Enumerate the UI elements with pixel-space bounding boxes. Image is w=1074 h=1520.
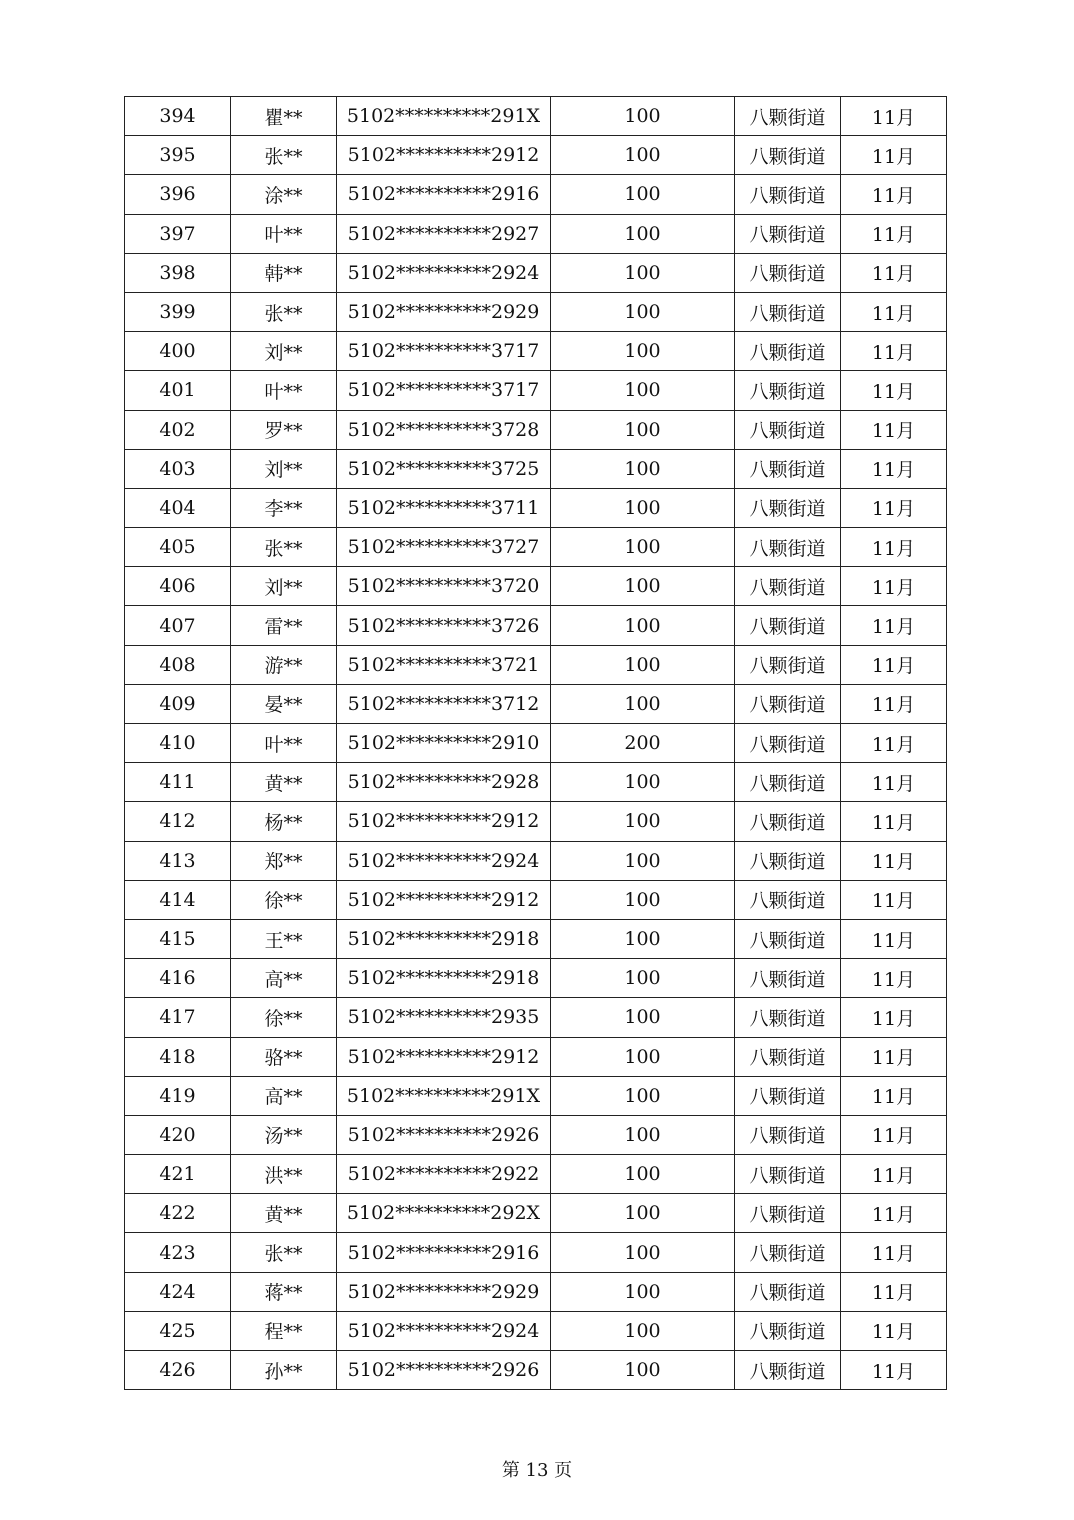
street-cell: 八颗街道 — [735, 684, 841, 723]
amount-cell: 100 — [551, 1115, 735, 1154]
row-number: 404 — [125, 488, 231, 527]
amount-cell: 100 — [551, 880, 735, 919]
name-cell: 徐** — [231, 880, 337, 919]
amount-cell: 100 — [551, 1076, 735, 1115]
id-number-cell: 5102**********3717 — [337, 332, 551, 371]
street-cell: 八颗街道 — [735, 1115, 841, 1154]
id-number-cell: 5102**********2927 — [337, 214, 551, 253]
id-number-cell: 5102**********2926 — [337, 1351, 551, 1390]
id-number-cell: 5102**********2929 — [337, 292, 551, 331]
street-cell: 八颗街道 — [735, 175, 841, 214]
table-row — [125, 1155, 947, 1194]
name-cell: 骆** — [231, 1037, 337, 1076]
street-cell: 八颗街道 — [735, 136, 841, 175]
amount-cell: 100 — [551, 1155, 735, 1194]
name-cell: 蒋** — [231, 1272, 337, 1311]
amount-cell: 100 — [551, 841, 735, 880]
street-cell: 八颗街道 — [735, 998, 841, 1037]
month-cell: 11月 — [841, 763, 947, 802]
name-cell: 叶** — [231, 371, 337, 410]
row-number: 417 — [125, 998, 231, 1037]
row-number: 397 — [125, 214, 231, 253]
amount-cell: 100 — [551, 1351, 735, 1390]
row-number: 425 — [125, 1311, 231, 1350]
month-cell: 11月 — [841, 136, 947, 175]
table-row — [125, 214, 947, 253]
name-cell: 瞿** — [231, 97, 337, 136]
table-row — [125, 1311, 947, 1350]
table-row — [125, 724, 947, 763]
street-cell: 八颗街道 — [735, 880, 841, 919]
amount-cell: 100 — [551, 606, 735, 645]
id-number-cell: 5102**********2912 — [337, 136, 551, 175]
table-row — [125, 763, 947, 802]
amount-cell: 200 — [551, 724, 735, 763]
row-number: 399 — [125, 292, 231, 331]
street-cell: 八颗街道 — [735, 724, 841, 763]
month-cell: 11月 — [841, 606, 947, 645]
amount-cell: 100 — [551, 1311, 735, 1350]
street-cell: 八颗街道 — [735, 606, 841, 645]
month-cell: 11月 — [841, 97, 947, 136]
month-cell: 11月 — [841, 1155, 947, 1194]
amount-cell: 100 — [551, 175, 735, 214]
amount-cell: 100 — [551, 684, 735, 723]
table-row — [125, 292, 947, 331]
name-cell: 刘** — [231, 332, 337, 371]
table-row — [125, 488, 947, 527]
amount-cell: 100 — [551, 1233, 735, 1272]
row-number: 407 — [125, 606, 231, 645]
row-number: 416 — [125, 959, 231, 998]
month-cell: 11月 — [841, 488, 947, 527]
amount-cell: 100 — [551, 371, 735, 410]
row-number: 421 — [125, 1155, 231, 1194]
name-cell: 张** — [231, 528, 337, 567]
name-cell: 汤** — [231, 1115, 337, 1154]
table-row — [125, 1037, 947, 1076]
name-cell: 洪** — [231, 1155, 337, 1194]
month-cell: 11月 — [841, 1272, 947, 1311]
id-number-cell: 5102**********2924 — [337, 841, 551, 880]
row-number: 413 — [125, 841, 231, 880]
table-row — [125, 998, 947, 1037]
street-cell: 八颗街道 — [735, 959, 841, 998]
row-number: 414 — [125, 880, 231, 919]
name-cell: 孙** — [231, 1351, 337, 1390]
street-cell: 八颗街道 — [735, 488, 841, 527]
name-cell: 郑** — [231, 841, 337, 880]
table-row — [125, 684, 947, 723]
row-number: 403 — [125, 449, 231, 488]
row-number: 394 — [125, 97, 231, 136]
row-number: 415 — [125, 919, 231, 958]
row-number: 408 — [125, 645, 231, 684]
street-cell: 八颗街道 — [735, 1272, 841, 1311]
month-cell: 11月 — [841, 1351, 947, 1390]
amount-cell: 100 — [551, 998, 735, 1037]
table-row — [125, 332, 947, 371]
table-row — [125, 1194, 947, 1233]
id-number-cell: 5102**********2912 — [337, 802, 551, 841]
name-cell: 张** — [231, 1233, 337, 1272]
row-number: 426 — [125, 1351, 231, 1390]
row-number: 395 — [125, 136, 231, 175]
table-row — [125, 841, 947, 880]
month-cell: 11月 — [841, 253, 947, 292]
row-number: 406 — [125, 567, 231, 606]
street-cell: 八颗街道 — [735, 214, 841, 253]
table-row — [125, 1351, 947, 1390]
table-row — [125, 371, 947, 410]
row-number: 411 — [125, 763, 231, 802]
row-number: 396 — [125, 175, 231, 214]
table-body — [125, 97, 947, 1390]
row-number: 420 — [125, 1115, 231, 1154]
id-number-cell: 5102**********3712 — [337, 684, 551, 723]
name-cell: 张** — [231, 136, 337, 175]
street-cell: 八颗街道 — [735, 1233, 841, 1272]
id-number-cell: 5102**********3721 — [337, 645, 551, 684]
table-row — [125, 449, 947, 488]
street-cell: 八颗街道 — [735, 1076, 841, 1115]
table-row — [125, 175, 947, 214]
row-number: 423 — [125, 1233, 231, 1272]
amount-cell: 100 — [551, 253, 735, 292]
table-row — [125, 1233, 947, 1272]
name-cell: 黄** — [231, 763, 337, 802]
id-number-cell: 5102**********3717 — [337, 371, 551, 410]
row-number: 405 — [125, 528, 231, 567]
id-number-cell: 5102**********2910 — [337, 724, 551, 763]
id-number-cell: 5102**********3720 — [337, 567, 551, 606]
row-number: 401 — [125, 371, 231, 410]
name-cell: 游** — [231, 645, 337, 684]
name-cell: 叶** — [231, 724, 337, 763]
table-row — [125, 919, 947, 958]
month-cell: 11月 — [841, 880, 947, 919]
id-number-cell: 5102**********2924 — [337, 253, 551, 292]
name-cell: 李** — [231, 488, 337, 527]
street-cell: 八颗街道 — [735, 449, 841, 488]
amount-cell: 100 — [551, 919, 735, 958]
name-cell: 罗** — [231, 410, 337, 449]
amount-cell: 100 — [551, 97, 735, 136]
page-number: 第 13 页 — [501, 1460, 573, 1481]
amount-cell: 100 — [551, 410, 735, 449]
row-number: 418 — [125, 1037, 231, 1076]
data-table — [124, 96, 947, 1390]
row-number: 424 — [125, 1272, 231, 1311]
name-cell: 涂** — [231, 175, 337, 214]
amount-cell: 100 — [551, 1194, 735, 1233]
street-cell: 八颗街道 — [735, 410, 841, 449]
street-cell: 八颗街道 — [735, 763, 841, 802]
name-cell: 雷** — [231, 606, 337, 645]
id-number-cell: 5102**********3728 — [337, 410, 551, 449]
month-cell: 11月 — [841, 371, 947, 410]
month-cell: 11月 — [841, 528, 947, 567]
id-number-cell: 5102**********2926 — [337, 1115, 551, 1154]
name-cell: 王** — [231, 919, 337, 958]
month-cell: 11月 — [841, 292, 947, 331]
id-number-cell: 5102**********3726 — [337, 606, 551, 645]
month-cell: 11月 — [841, 214, 947, 253]
name-cell: 程** — [231, 1311, 337, 1350]
month-cell: 11月 — [841, 724, 947, 763]
amount-cell: 100 — [551, 763, 735, 802]
id-number-cell: 5102**********2928 — [337, 763, 551, 802]
row-number: 402 — [125, 410, 231, 449]
month-cell: 11月 — [841, 998, 947, 1037]
name-cell: 韩** — [231, 253, 337, 292]
street-cell: 八颗街道 — [735, 292, 841, 331]
table-row — [125, 880, 947, 919]
street-cell: 八颗街道 — [735, 332, 841, 371]
name-cell: 高** — [231, 959, 337, 998]
id-number-cell: 5102**********2929 — [337, 1272, 551, 1311]
id-number-cell: 5102**********2916 — [337, 175, 551, 214]
id-number-cell: 5102**********3711 — [337, 488, 551, 527]
id-number-cell: 5102**********2918 — [337, 959, 551, 998]
name-cell: 刘** — [231, 449, 337, 488]
id-number-cell: 5102**********2935 — [337, 998, 551, 1037]
table-row — [125, 1272, 947, 1311]
month-cell: 11月 — [841, 410, 947, 449]
month-cell: 11月 — [841, 449, 947, 488]
table-row — [125, 567, 947, 606]
street-cell: 八颗街道 — [735, 1155, 841, 1194]
amount-cell: 100 — [551, 449, 735, 488]
id-number-cell: 5102**********2924 — [337, 1311, 551, 1350]
id-number-cell: 5102**********3725 — [337, 449, 551, 488]
month-cell: 11月 — [841, 1194, 947, 1233]
table-row — [125, 1115, 947, 1154]
street-cell: 八颗街道 — [735, 253, 841, 292]
street-cell: 八颗街道 — [735, 1194, 841, 1233]
amount-cell: 100 — [551, 488, 735, 527]
name-cell: 黄** — [231, 1194, 337, 1233]
month-cell: 11月 — [841, 1037, 947, 1076]
amount-cell: 100 — [551, 1037, 735, 1076]
amount-cell: 100 — [551, 292, 735, 331]
row-number: 400 — [125, 332, 231, 371]
month-cell: 11月 — [841, 802, 947, 841]
id-number-cell: 5102**********2916 — [337, 1233, 551, 1272]
street-cell: 八颗街道 — [735, 802, 841, 841]
name-cell: 杨** — [231, 802, 337, 841]
id-number-cell: 5102**********291X — [337, 1076, 551, 1115]
row-number: 422 — [125, 1194, 231, 1233]
street-cell: 八颗街道 — [735, 528, 841, 567]
table-row — [125, 136, 947, 175]
amount-cell: 100 — [551, 802, 735, 841]
month-cell: 11月 — [841, 1076, 947, 1115]
row-number: 398 — [125, 253, 231, 292]
table-row — [125, 1076, 947, 1115]
street-cell: 八颗街道 — [735, 567, 841, 606]
id-number-cell: 5102**********2912 — [337, 1037, 551, 1076]
amount-cell: 100 — [551, 959, 735, 998]
table-row — [125, 645, 947, 684]
amount-cell: 100 — [551, 528, 735, 567]
table-row — [125, 253, 947, 292]
id-number-cell: 5102**********292X — [337, 1194, 551, 1233]
amount-cell: 100 — [551, 136, 735, 175]
row-number: 419 — [125, 1076, 231, 1115]
row-number: 412 — [125, 802, 231, 841]
street-cell: 八颗街道 — [735, 371, 841, 410]
street-cell: 八颗街道 — [735, 1037, 841, 1076]
amount-cell: 100 — [551, 645, 735, 684]
street-cell: 八颗街道 — [735, 97, 841, 136]
amount-cell: 100 — [551, 1272, 735, 1311]
table-row — [125, 606, 947, 645]
month-cell: 11月 — [841, 645, 947, 684]
id-number-cell: 5102**********3727 — [337, 528, 551, 567]
street-cell: 八颗街道 — [735, 841, 841, 880]
name-cell: 刘** — [231, 567, 337, 606]
table-row — [125, 802, 947, 841]
name-cell: 叶** — [231, 214, 337, 253]
month-cell: 11月 — [841, 175, 947, 214]
street-cell: 八颗街道 — [735, 1351, 841, 1390]
name-cell: 晏** — [231, 684, 337, 723]
amount-cell: 100 — [551, 567, 735, 606]
table-row — [125, 97, 947, 136]
table-row — [125, 410, 947, 449]
month-cell: 11月 — [841, 567, 947, 606]
month-cell: 11月 — [841, 959, 947, 998]
name-cell: 高** — [231, 1076, 337, 1115]
month-cell: 11月 — [841, 1115, 947, 1154]
table-row — [125, 959, 947, 998]
street-cell: 八颗街道 — [735, 919, 841, 958]
month-cell: 11月 — [841, 1311, 947, 1350]
street-cell: 八颗街道 — [735, 645, 841, 684]
id-number-cell: 5102**********2912 — [337, 880, 551, 919]
month-cell: 11月 — [841, 841, 947, 880]
row-number: 409 — [125, 684, 231, 723]
id-number-cell: 5102**********291X — [337, 97, 551, 136]
id-number-cell: 5102**********2922 — [337, 1155, 551, 1194]
name-cell: 徐** — [231, 998, 337, 1037]
amount-cell: 100 — [551, 332, 735, 371]
month-cell: 11月 — [841, 1233, 947, 1272]
street-cell: 八颗街道 — [735, 1311, 841, 1350]
table-row — [125, 528, 947, 567]
amount-cell: 100 — [551, 214, 735, 253]
month-cell: 11月 — [841, 684, 947, 723]
name-cell: 张** — [231, 292, 337, 331]
row-number: 410 — [125, 724, 231, 763]
month-cell: 11月 — [841, 332, 947, 371]
id-number-cell: 5102**********2918 — [337, 919, 551, 958]
month-cell: 11月 — [841, 919, 947, 958]
